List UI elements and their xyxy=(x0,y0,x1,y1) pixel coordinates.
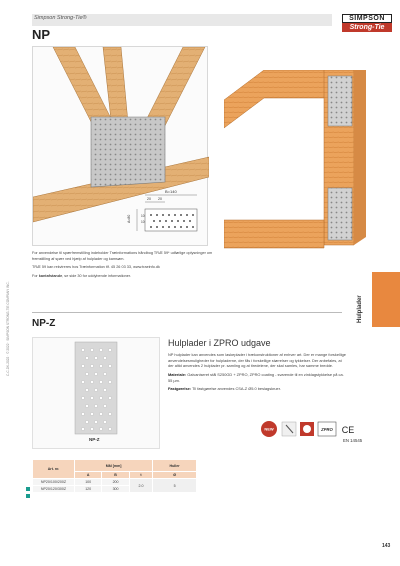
section-divider xyxy=(32,312,342,313)
col-o: Ø xyxy=(153,472,197,479)
row-marker-icon xyxy=(26,494,30,498)
dim-a-label: A=80 xyxy=(127,214,131,223)
materiale-paragraph xyxy=(168,372,348,383)
zpro-badge-icon xyxy=(318,422,336,436)
cell-o: 5 xyxy=(153,479,197,493)
header-bar xyxy=(32,14,332,26)
info-text xyxy=(32,251,222,283)
materiale-label: Materiale: xyxy=(168,371,187,377)
cell-a: 120 xyxy=(75,486,102,493)
materiale-text: Galvaniseret stål S250GD + ZPRO, ZPRO coating - svarende til en zinklagstykkelse på ca. 55 µm. xyxy=(168,371,344,383)
info-paragraph-1: For anvendelse til spærfremstilling indeholder Træinformations håndbog TRÆ 59* udførlige oplysninger om fremstilling af spær ved hjælp af hulplader og kamsøm. xyxy=(32,251,213,261)
truss-illustration xyxy=(32,46,208,246)
fastgoerelse-text: Til fastgørelse anvendes CSA-Z Ø5.0 beslagskruer. xyxy=(191,386,281,392)
frame-drawing xyxy=(224,70,374,260)
new-badge-icon xyxy=(261,421,277,437)
page-title: NP xyxy=(32,27,51,42)
row-marker-icon xyxy=(26,487,30,491)
product-image xyxy=(32,337,160,449)
col-t: t xyxy=(129,472,152,479)
description-title: Hulplader i ZPRO udgave xyxy=(168,338,271,348)
cell-t: 2.0 xyxy=(129,479,152,493)
header-brand: Simpson Strong-Tie® xyxy=(34,15,87,21)
info-paragraph-2: TRÆ 59 kan rekvireres hos Træinformation tlf. 45 26 03 33, www.traeinfo.dk xyxy=(32,265,160,270)
cell-b: 200 xyxy=(102,479,129,486)
col-a: A xyxy=(75,472,102,479)
logo-line-1: SIMPSON xyxy=(342,14,392,23)
cell-art: NP20/100/200Z xyxy=(33,479,75,486)
dim-20a-label: 20 xyxy=(147,197,151,201)
info-p3-suffix: , se side 30 for uddybende informationer. xyxy=(62,274,131,279)
dim-10b-label: 10 xyxy=(141,220,145,224)
dim-b-label: B=140 xyxy=(165,189,177,194)
page-number: 143 xyxy=(382,543,391,549)
cell-b: 300 xyxy=(102,486,129,493)
zpro-badge-text: ZPRO xyxy=(321,427,333,432)
fastgoerelse-label: Fastgørelse: xyxy=(168,386,192,392)
description-text xyxy=(168,352,348,395)
coating-icon xyxy=(300,422,314,436)
info-p3-bold: kantafstande xyxy=(38,274,63,279)
frame-illustration xyxy=(224,70,374,260)
vertical-meta-text: C-C-DK-2022 · © 2022 · SIMPSON STRONG-TIE COMPANY INC. xyxy=(6,281,10,376)
en-standard: EN 14545 xyxy=(343,438,363,443)
product-label: NP-Z xyxy=(89,437,100,442)
side-tab-text: Hulplader xyxy=(357,295,363,323)
vertical-meta xyxy=(6,220,14,380)
table-row xyxy=(33,479,197,486)
product-plate-drawing xyxy=(33,338,161,450)
side-tab xyxy=(372,272,400,327)
info-p3-prefix: For xyxy=(32,274,39,279)
description-paragraph: NP hulplader kan anvendes som laskeplader i trækonstruktioner af enhver art. Der er mange forskellige anvendelsesmuligheder for hulpladerne, der fås i forskellige størrelser og tykkelser. Der anbefales, at der altid anvendes 2 hulplader pr. samling og at tiredelene, der skal samles, har samme bredde. xyxy=(168,352,346,369)
ce-mark-icon xyxy=(342,425,355,435)
dim-10a-label: 10 xyxy=(141,214,145,218)
col-maal: Mål [mm] xyxy=(75,460,153,472)
col-huller: Huller xyxy=(153,460,197,472)
ce-mark-text: CE xyxy=(341,425,355,435)
col-b: B xyxy=(102,472,129,479)
col-art: Art. nr. xyxy=(33,460,75,479)
spec-table xyxy=(32,459,197,493)
cell-art: NP20/120/300Z xyxy=(33,486,75,493)
truss-drawing xyxy=(33,47,209,247)
section-title: NP-Z xyxy=(32,318,56,329)
dim-20b-label: 20 xyxy=(158,197,162,201)
brand-logo xyxy=(342,14,392,32)
side-tab-label xyxy=(357,267,369,327)
fastgoerelse-paragraph xyxy=(168,386,348,392)
screw-icon xyxy=(282,422,296,436)
logo-line-2: Strong-Tie xyxy=(342,23,392,32)
cell-a: 100 xyxy=(75,479,102,486)
info-paragraph-3 xyxy=(32,274,222,280)
new-badge-text: NEW xyxy=(264,426,274,432)
